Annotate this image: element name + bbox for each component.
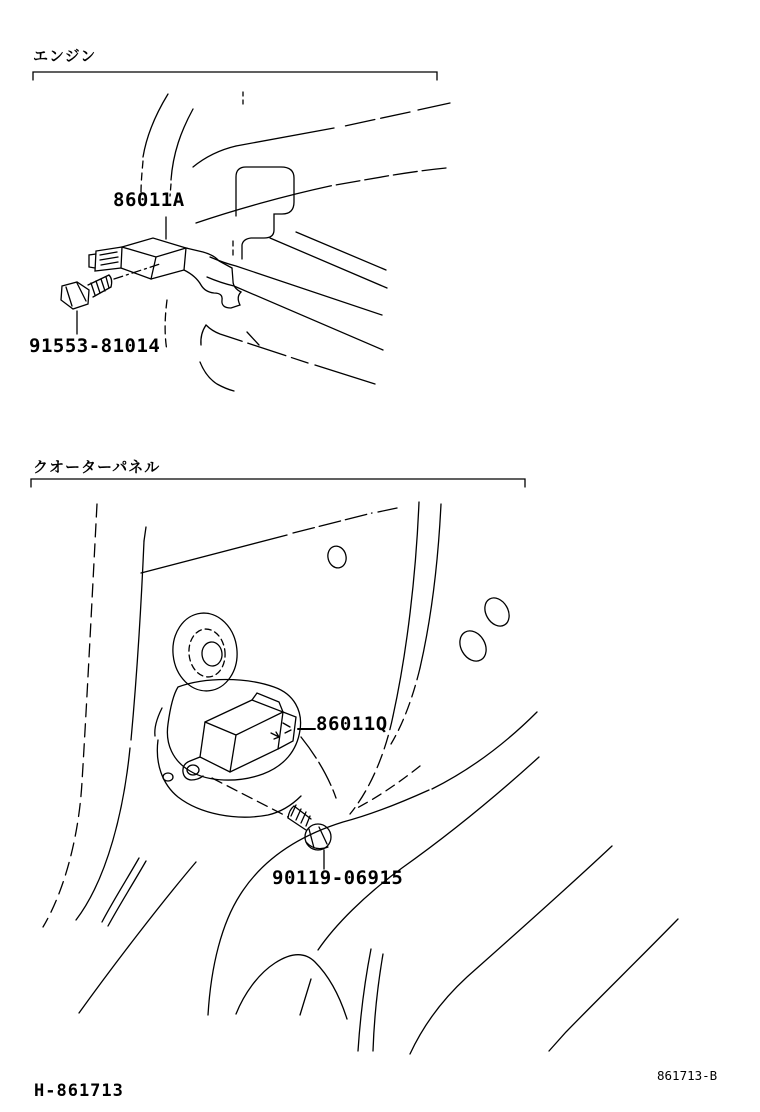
part-number-86011q[interactable]: 86011Q xyxy=(316,713,388,735)
quarter-panel-section-lineart xyxy=(43,502,678,1054)
part-number-91553-81014[interactable]: 91553-81014 xyxy=(29,335,161,357)
relay-86011a-drawing xyxy=(89,217,241,308)
quarter-panel-section-bracket xyxy=(31,479,525,487)
engine-section-bracket xyxy=(33,72,437,80)
bolt-91553-drawing xyxy=(61,264,160,334)
bolt-90119-drawing xyxy=(288,805,331,869)
section-header-engine: エンジン xyxy=(33,48,97,65)
part-number-90119-06915[interactable]: 90119-06915 xyxy=(272,867,404,889)
page-code: 861713-B xyxy=(657,1068,718,1083)
section-header-quarter-panel: クオーターパネル xyxy=(33,459,161,476)
engine-section-lineart xyxy=(141,92,450,391)
part-number-86011a[interactable]: 86011A xyxy=(113,189,185,211)
figure-number: H-861713 xyxy=(34,1081,124,1101)
